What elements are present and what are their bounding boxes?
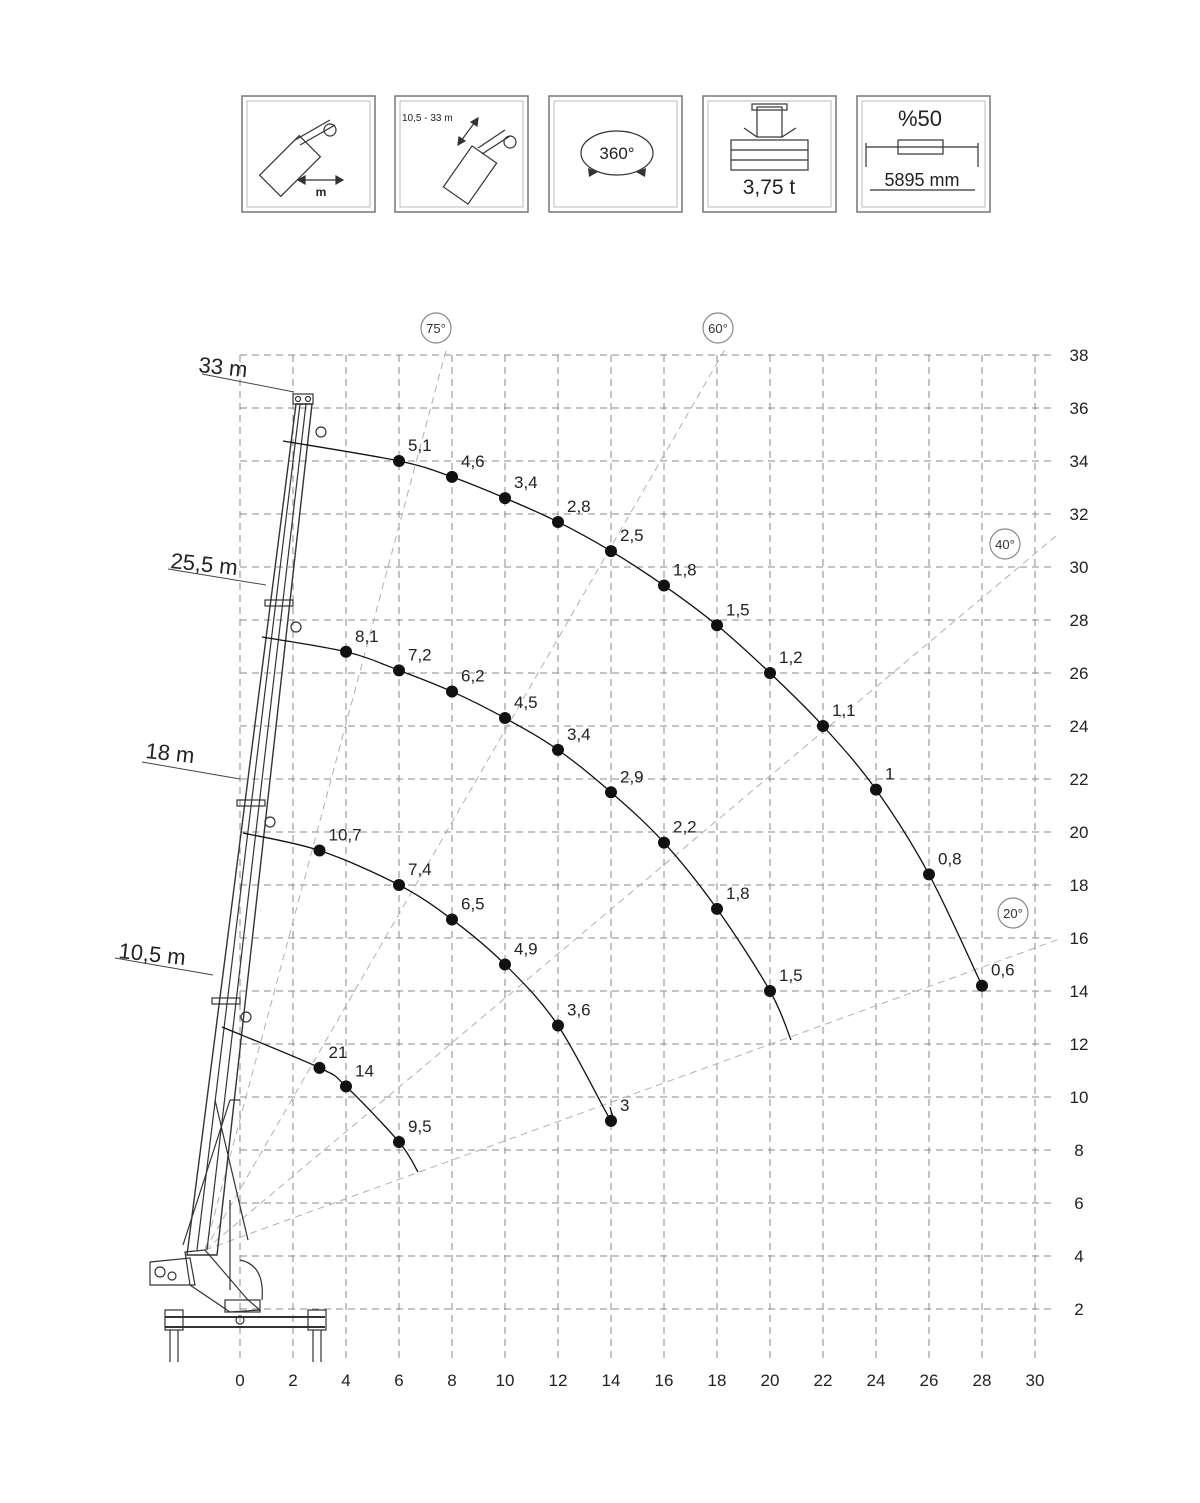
y-tick-label: 8 — [1074, 1141, 1084, 1160]
load-point — [314, 845, 326, 857]
y-tick-label: 38 — [1069, 346, 1089, 365]
angle-label: 75° — [426, 321, 446, 336]
boom-length-labels — [115, 352, 294, 975]
icon-outrigger-top: %50 — [897, 106, 943, 131]
load-point — [711, 903, 723, 915]
y-tick-label: 26 — [1069, 664, 1089, 683]
crane-drawing — [150, 394, 326, 1362]
y-tick-label: 4 — [1074, 1247, 1084, 1266]
crane-base — [150, 1250, 326, 1362]
boom-reach-icon — [242, 96, 375, 212]
y-tick-label: 12 — [1069, 1035, 1089, 1054]
load-value-label: 9,5 — [408, 1117, 432, 1137]
y-tick-label: 10 — [1069, 1088, 1089, 1107]
load-value-label: 2,5 — [620, 526, 644, 546]
load-point — [923, 868, 935, 880]
load-value-label: 1,5 — [726, 600, 750, 620]
icon-rotation-label: 360° — [599, 144, 635, 163]
y-tick-label: 2 — [1074, 1300, 1084, 1319]
angle-label: 40° — [995, 537, 1015, 552]
load-value-label: 2,8 — [567, 496, 591, 516]
icon-capacity-label: 3,75 t — [742, 176, 796, 199]
y-tick-label: 36 — [1069, 399, 1089, 418]
load-curves — [222, 436, 1015, 1172]
outrigger-icon — [857, 96, 990, 212]
angle-line — [205, 534, 1058, 1250]
load-value-label: 7,4 — [408, 860, 432, 879]
y-tick-label: 6 — [1074, 1194, 1084, 1213]
load-value-label: 1,8 — [726, 883, 750, 903]
x-tick-label: 18 — [707, 1371, 727, 1390]
load-point — [314, 1062, 326, 1074]
load-point — [499, 959, 511, 971]
load-point — [446, 471, 458, 483]
load-value-label: 2,2 — [673, 817, 697, 837]
load-value-label: 1,1 — [832, 701, 856, 720]
load-value-label: 0,6 — [991, 960, 1015, 980]
load-point — [340, 646, 352, 658]
y-tick-label: 22 — [1069, 770, 1089, 789]
load-value-label: 14 — [355, 1061, 374, 1081]
rotation-icon — [549, 96, 682, 212]
load-value-label: 5,1 — [408, 436, 432, 455]
load-point — [976, 980, 988, 992]
y-axis-ticks — [1070, 346, 1089, 1319]
load-value-label: 6,5 — [461, 894, 485, 914]
load-value-label: 1,8 — [673, 560, 697, 580]
load-value-label: 10,7 — [328, 825, 362, 845]
boom-length-label: 25,5 m — [169, 548, 239, 581]
load-point — [711, 619, 723, 631]
x-tick-label: 24 — [866, 1371, 886, 1390]
y-tick-label: 14 — [1069, 982, 1089, 1001]
x-tick-label: 2 — [288, 1371, 298, 1390]
load-value-label: 6,2 — [461, 666, 485, 686]
angle-line — [205, 350, 725, 1250]
crane-boom — [183, 394, 326, 1290]
load-point — [393, 1136, 405, 1148]
y-tick-label: 20 — [1069, 823, 1089, 842]
icon-outrigger-bottom: 5895 mm — [884, 170, 960, 190]
load-value-label: 4,5 — [514, 693, 538, 713]
x-tick-label: 28 — [972, 1371, 992, 1390]
load-point — [605, 545, 617, 557]
chart-grid — [240, 355, 1055, 1362]
boom-length-label: 33 m — [197, 352, 249, 383]
load-value-label: 7,2 — [408, 645, 432, 665]
load-value-label: 3 — [620, 1095, 630, 1115]
load-value-label: 3,4 — [567, 724, 591, 744]
x-tick-label: 22 — [813, 1371, 833, 1390]
load-point — [552, 516, 564, 528]
load-point — [393, 879, 405, 891]
load-point — [658, 837, 670, 849]
angle-label: 60° — [708, 321, 728, 336]
load-point — [658, 580, 670, 592]
load-point — [499, 712, 511, 724]
load-point — [817, 720, 829, 732]
x-tick-label: 20 — [760, 1371, 780, 1390]
y-tick-label: 32 — [1069, 505, 1089, 524]
load-value-label: 3,6 — [567, 1000, 591, 1020]
y-tick-label: 24 — [1069, 717, 1089, 736]
y-tick-label: 28 — [1069, 611, 1089, 630]
x-tick-label: 8 — [447, 1371, 457, 1390]
y-tick-label: 34 — [1069, 452, 1089, 471]
load-curve-line — [283, 441, 982, 986]
load-point — [393, 455, 405, 467]
icon-reach-label: m — [315, 185, 327, 199]
x-tick-label: 26 — [919, 1371, 939, 1390]
load-value-label: 8,1 — [355, 626, 379, 646]
y-tick-label: 16 — [1069, 929, 1089, 948]
x-tick-label: 12 — [548, 1371, 568, 1390]
x-tick-label: 30 — [1025, 1371, 1045, 1390]
load-point — [446, 686, 458, 698]
load-point — [605, 1115, 617, 1127]
y-tick-label: 30 — [1069, 558, 1089, 577]
load-point — [870, 784, 882, 796]
icon-strip — [242, 96, 990, 212]
x-tick-label: 6 — [394, 1371, 404, 1390]
load-value-label: 4,6 — [461, 451, 485, 471]
x-tick-label: 14 — [601, 1371, 621, 1390]
load-value-label: 1,5 — [779, 966, 803, 985]
x-tick-label: 4 — [341, 1371, 351, 1390]
boom-length-label: 18 m — [144, 738, 196, 769]
boom-length-label: 10,5 m — [117, 938, 187, 971]
capacity-icon — [703, 96, 836, 212]
load-point — [340, 1080, 352, 1092]
load-point — [552, 744, 564, 756]
load-point — [764, 985, 776, 997]
boom-length-icon — [395, 96, 528, 212]
load-value-label: 3,4 — [514, 473, 538, 493]
x-tick-label: 10 — [495, 1371, 515, 1390]
load-value-label: 21 — [328, 1042, 348, 1062]
load-value-label: 2,9 — [620, 767, 644, 787]
icon-length-label: 10,5 - 33 m — [402, 113, 453, 124]
angle-label: 20° — [1003, 906, 1023, 921]
load-value-label: 1,2 — [779, 648, 803, 667]
x-tick-label: 0 — [235, 1371, 245, 1390]
load-point — [605, 786, 617, 798]
load-point — [764, 667, 776, 679]
load-point — [552, 1019, 564, 1031]
x-axis-ticks — [235, 1371, 1044, 1390]
load-value-label: 4,9 — [514, 939, 538, 959]
load-point — [393, 664, 405, 676]
x-tick-label: 16 — [654, 1371, 674, 1390]
load-value-label: 1 — [885, 764, 895, 784]
load-point — [499, 492, 511, 504]
load-point — [446, 913, 458, 925]
load-value-label: 0,8 — [938, 849, 962, 869]
y-tick-label: 18 — [1069, 876, 1089, 895]
